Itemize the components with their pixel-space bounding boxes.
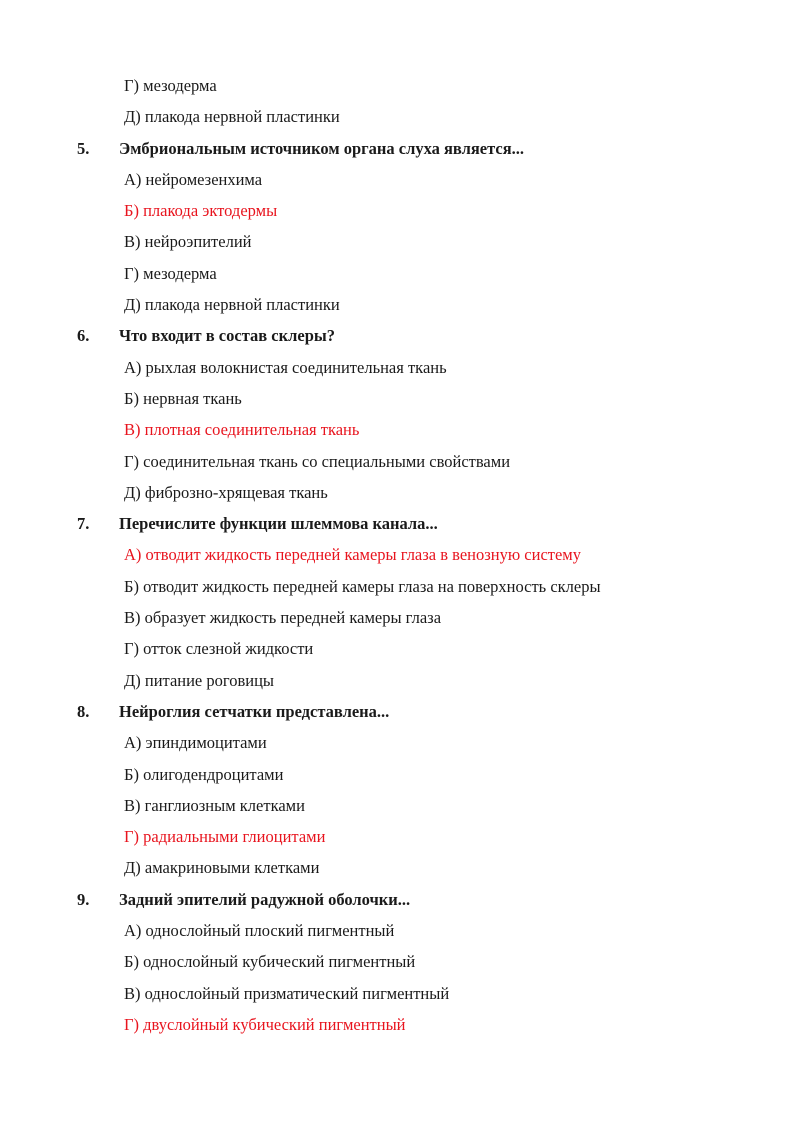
option-item: Б) отводит жидкость передней камеры глаза на поверхность склеры (124, 576, 601, 596)
leading-options (0, 70, 800, 133)
option-item: Д) плакода нервной пластинки (124, 107, 340, 127)
question-block-7 (0, 508, 800, 696)
option-item: А) однослойный плоский пигментный (124, 921, 395, 941)
option-item: Г) мезодерма (124, 263, 217, 283)
question-text: Эмбриональным источником органа слуха является... (119, 138, 525, 158)
option-item: В) образует жидкость передней камеры глаза (124, 608, 442, 628)
question-number: 6. (77, 326, 90, 346)
question-number: 8. (77, 701, 90, 721)
question-block-6 (0, 320, 800, 508)
question-heading (0, 508, 800, 539)
option-item: А) эпиндимоцитами (124, 733, 267, 753)
option-item: Д) фиброзно-хрящевая ткань (124, 482, 328, 502)
question-text: Что входит в состав склеры? (119, 326, 336, 346)
option-item: А) рыхлая волокнистая соединительная ткань (124, 357, 447, 377)
question-heading (0, 884, 800, 915)
option-item: Д) плакода нервной пластинки (124, 295, 340, 315)
question-block-8 (0, 696, 800, 884)
question-text: Нейроглия сетчатки представлена... (119, 701, 390, 721)
question-heading (0, 133, 800, 164)
option-item: Б) олигодендроцитами (124, 764, 284, 784)
option-item: Б) однослойный кубический пигментный (124, 952, 416, 972)
option-item-correct: В) плотная соединительная ткань (124, 420, 360, 440)
question-text: Задний эпителий радужной оболочки... (119, 889, 411, 909)
question-block-5 (0, 133, 800, 321)
option-item: Д) питание роговицы (124, 670, 275, 690)
question-block-9 (0, 884, 800, 1040)
option-item: В) однослойный призматический пигментный (124, 983, 450, 1003)
option-item: Г) мезодерма (124, 76, 217, 95)
option-item: В) нейроэпителий (124, 232, 252, 252)
question-number: 7. (77, 514, 90, 534)
option-item: А) нейромезенхима (124, 169, 263, 189)
question-number: 9. (77, 889, 90, 909)
option-item-correct: А) отводит жидкость передней камеры глаза в венозную систему (124, 545, 581, 565)
question-heading (0, 320, 800, 351)
option-item: В) ганглиозным клетками (124, 795, 305, 815)
option-item: Д) амакриновыми клетками (124, 858, 320, 878)
option-item-correct: Г) радиальными глиоцитами (124, 827, 326, 847)
option-item: Б) нервная ткань (124, 388, 242, 408)
option-item-correct: Б) плакода эктодермы (124, 201, 278, 221)
question-text: Перечислите функции шлеммова канала... (119, 514, 438, 534)
option-item: Г) отток слезной жидкости (124, 639, 314, 659)
option-item: Г) соединительная ткань со специальными свойствами (124, 451, 511, 471)
document-page (0, 70, 800, 1040)
question-number: 5. (77, 138, 90, 158)
question-heading (0, 696, 800, 727)
option-item-correct: Г) двуслойный кубический пигментный (124, 1014, 406, 1034)
